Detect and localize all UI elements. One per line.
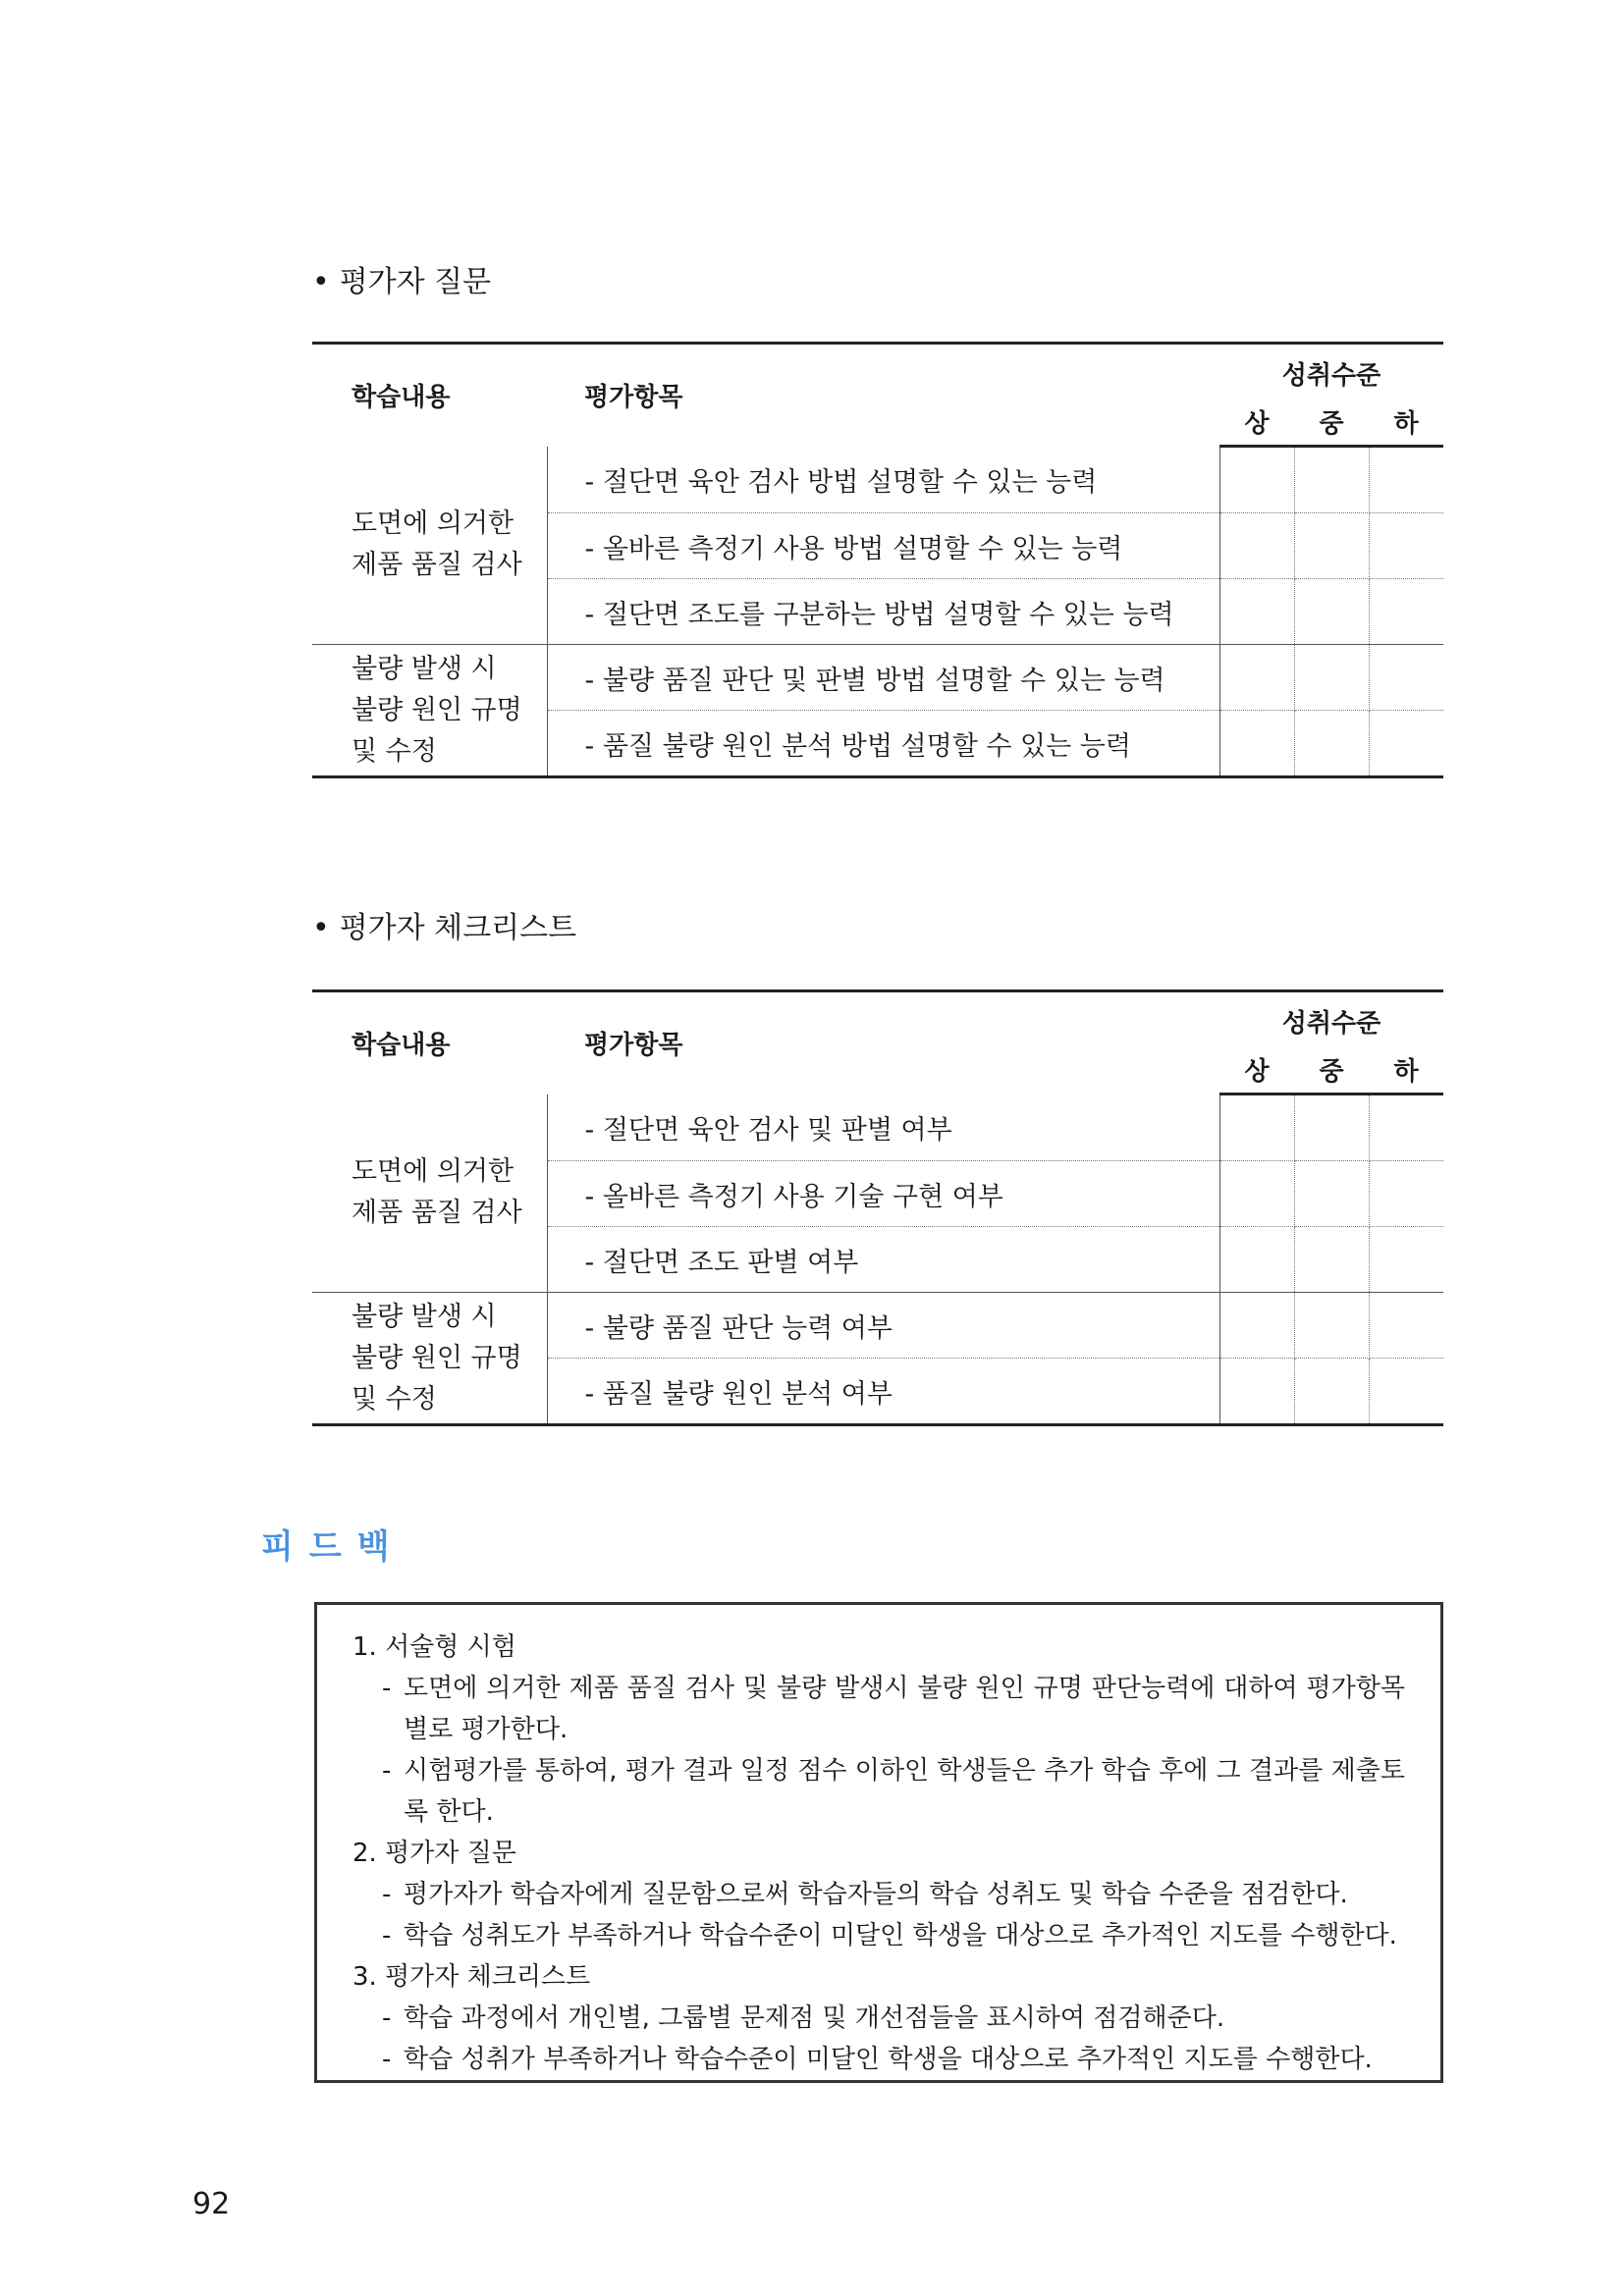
feedback-heading: 피드백 xyxy=(261,1527,406,1567)
score-cell-low[interactable] xyxy=(1369,1095,1443,1161)
feedback-line: - 학습 성취도가 부족하거나 학습수준이 미달인 학생을 대상으로 추가적인 지도를 수행한다. xyxy=(374,1915,1405,1956)
score-cell-high[interactable] xyxy=(1219,645,1294,711)
header-level-title: 성취수준 xyxy=(1219,991,1443,1046)
score-cell-low[interactable] xyxy=(1369,1227,1443,1293)
score-cell-high[interactable] xyxy=(1219,1095,1294,1161)
score-cell-low[interactable] xyxy=(1369,1359,1443,1425)
header-content: 학습내용 xyxy=(312,991,547,1095)
score-cell-mid[interactable] xyxy=(1294,711,1369,777)
score-cell-high[interactable] xyxy=(1219,1161,1294,1227)
score-cell-low[interactable] xyxy=(1369,645,1443,711)
section-title-evaluator-checklist: • 평가자 체크리스트 xyxy=(312,911,577,945)
evaluator-questions-table xyxy=(312,342,1443,778)
bullet-icon: • xyxy=(312,265,330,299)
feedback-line: - 평가자가 학습자에게 질문함으로써 학습자들의 학습 성취도 및 학습 수준을 점검한다. xyxy=(374,1874,1405,1915)
feedback-line: - 도면에 의거한 제품 품질 검사 및 불량 발생시 불량 원인 규명 판단능력에 대하여 평가항목별로 평가한다. xyxy=(374,1668,1405,1750)
content-cell: 불량 발생 시 불량 원인 규명 및 수정 xyxy=(312,645,547,777)
score-cell-high[interactable] xyxy=(1219,1359,1294,1425)
score-cell-mid[interactable] xyxy=(1294,447,1369,513)
header-level-low: 하 xyxy=(1369,398,1443,447)
content-cell: 도면에 의거한 제품 품질 검사 xyxy=(312,447,547,645)
header-level-mid: 중 xyxy=(1294,398,1369,447)
feedback-item-title: 2. 평가자 질문 xyxy=(352,1839,516,1868)
feedback-line: - 시험평가를 통하여, 평가 결과 일정 점수 이하인 학생들은 추가 학습 후에 그 결과를 제출토록 한다. xyxy=(374,1750,1405,1833)
item-cell: - 절단면 육안 검사 방법 설명할 수 있는 능력 xyxy=(547,447,1219,513)
score-cell-low[interactable] xyxy=(1369,1293,1443,1359)
score-cell-mid[interactable] xyxy=(1294,1227,1369,1293)
item-cell: - 절단면 조도를 구분하는 방법 설명할 수 있는 능력 xyxy=(547,579,1219,645)
item-cell: - 절단면 조도 판별 여부 xyxy=(547,1227,1219,1293)
score-cell-high[interactable] xyxy=(1219,513,1294,579)
score-cell-high[interactable] xyxy=(1219,1293,1294,1359)
item-cell: - 불량 품질 판단 능력 여부 xyxy=(547,1293,1219,1359)
feedback-item xyxy=(352,1956,1405,2080)
item-cell: - 절단면 육안 검사 및 판별 여부 xyxy=(547,1095,1219,1161)
feedback-line: - 학습 과정에서 개인별, 그룹별 문제점 및 개선점들을 표시하여 점검해준다. xyxy=(374,1998,1405,2039)
header-level-high: 상 xyxy=(1219,1045,1294,1095)
item-cell: - 올바른 측정기 사용 방법 설명할 수 있는 능력 xyxy=(547,513,1219,579)
header-content: 학습내용 xyxy=(312,344,547,447)
dash-icon: - xyxy=(382,2045,392,2074)
score-cell-high[interactable] xyxy=(1219,579,1294,645)
header-level-mid: 중 xyxy=(1294,1045,1369,1095)
dash-icon: - xyxy=(382,1921,392,1950)
content-cell: 불량 발생 시 불량 원인 규명 및 수정 xyxy=(312,1293,547,1425)
feedback-item-title: 1. 서술형 시험 xyxy=(352,1632,516,1662)
item-cell: - 품질 불량 원인 분석 여부 xyxy=(547,1359,1219,1425)
section-title-evaluator-questions: • 평가자 질문 xyxy=(312,265,492,299)
feedback-line: - 학습 성취가 부족하거나 학습수준이 미달인 학생을 대상으로 추가적인 지도를 수행한다. xyxy=(374,2039,1405,2080)
score-cell-low[interactable] xyxy=(1369,1161,1443,1227)
dash-icon: - xyxy=(382,1880,392,1909)
dash-icon: - xyxy=(382,1756,392,1786)
feedback-item xyxy=(352,1627,1405,1833)
header-item: 평가항목 xyxy=(547,344,1219,447)
content-cell: 도면에 의거한 제품 품질 검사 xyxy=(312,1095,547,1293)
header-level-title: 성취수준 xyxy=(1219,344,1443,399)
score-cell-high[interactable] xyxy=(1219,1227,1294,1293)
header-level-low: 하 xyxy=(1369,1045,1443,1095)
score-cell-mid[interactable] xyxy=(1294,645,1369,711)
score-cell-low[interactable] xyxy=(1369,711,1443,777)
item-cell: - 품질 불량 원인 분석 방법 설명할 수 있는 능력 xyxy=(547,711,1219,777)
score-cell-low[interactable] xyxy=(1369,447,1443,513)
score-cell-mid[interactable] xyxy=(1294,579,1369,645)
score-cell-low[interactable] xyxy=(1369,513,1443,579)
score-cell-mid[interactable] xyxy=(1294,513,1369,579)
score-cell-mid[interactable] xyxy=(1294,1095,1369,1161)
score-cell-high[interactable] xyxy=(1219,711,1294,777)
item-cell: - 불량 품질 판단 및 판별 방법 설명할 수 있는 능력 xyxy=(547,645,1219,711)
score-cell-mid[interactable] xyxy=(1294,1359,1369,1425)
score-cell-mid[interactable] xyxy=(1294,1161,1369,1227)
score-cell-low[interactable] xyxy=(1369,579,1443,645)
dash-icon: - xyxy=(382,2003,392,2033)
dash-icon: - xyxy=(382,1674,392,1703)
evaluator-checklist-table xyxy=(312,989,1443,1426)
bullet-icon: • xyxy=(312,911,330,945)
feedback-box xyxy=(314,1602,1443,2083)
item-cell: - 올바른 측정기 사용 기술 구현 여부 xyxy=(547,1161,1219,1227)
feedback-item-title: 3. 평가자 체크리스트 xyxy=(352,1962,591,1992)
score-cell-high[interactable] xyxy=(1219,447,1294,513)
header-level-high: 상 xyxy=(1219,398,1294,447)
header-item: 평가항목 xyxy=(547,991,1219,1095)
page-number: 92 xyxy=(192,2187,231,2221)
score-cell-mid[interactable] xyxy=(1294,1293,1369,1359)
feedback-item xyxy=(352,1833,1405,1956)
